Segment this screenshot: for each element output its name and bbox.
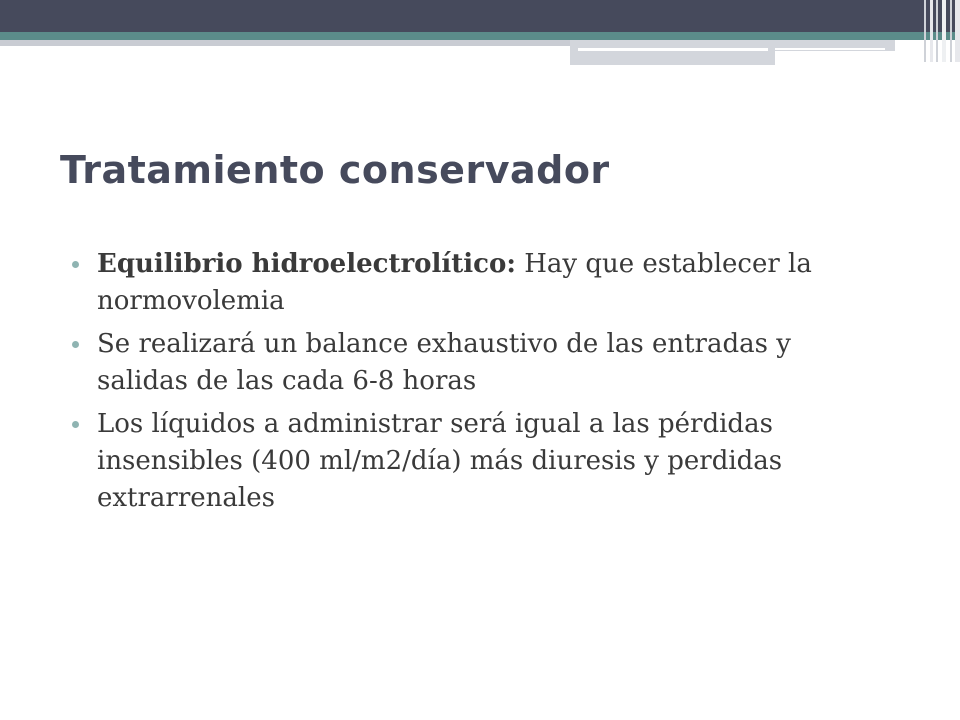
header-stripe: [942, 0, 946, 62]
header-band-step-highlight: [578, 48, 768, 51]
bullet-item: [72, 326, 852, 400]
header-band-dark: [0, 0, 960, 32]
header-stripe: [930, 0, 933, 62]
header-band-line-highlight: [775, 48, 885, 50]
header-band-teal: [0, 32, 960, 40]
bullet-list: [72, 246, 852, 523]
header-band-light: [0, 40, 570, 46]
bullet-text: Los líquidos a administrar será igual a las pérdidas insensibles (400 ml/m2/día) más diuresis y perdidas extrarrenales: [97, 409, 783, 513]
header-stripe: [924, 0, 926, 62]
bullet-bold-text: Equilibrio hidroelectrolítico:: [97, 249, 516, 279]
bullet-item: [72, 246, 852, 320]
bullet-text: Se realizará un balance exhaustivo de las entradas y salidas de las cada 6-8 horas: [97, 329, 791, 396]
header-stripe: [936, 0, 938, 62]
header-stripe: [955, 0, 960, 62]
bullet-item: [72, 406, 852, 517]
bullet-marker-icon: [72, 261, 79, 268]
bullet-marker-icon: [72, 421, 79, 428]
header-stripe: [950, 0, 952, 62]
header-band-step: [570, 40, 775, 65]
bullet-text: Hay que establecer la normovolemia: [97, 249, 812, 316]
bullet-marker-icon: [72, 341, 79, 348]
slide-title: Tratamiento conservador: [60, 148, 610, 192]
